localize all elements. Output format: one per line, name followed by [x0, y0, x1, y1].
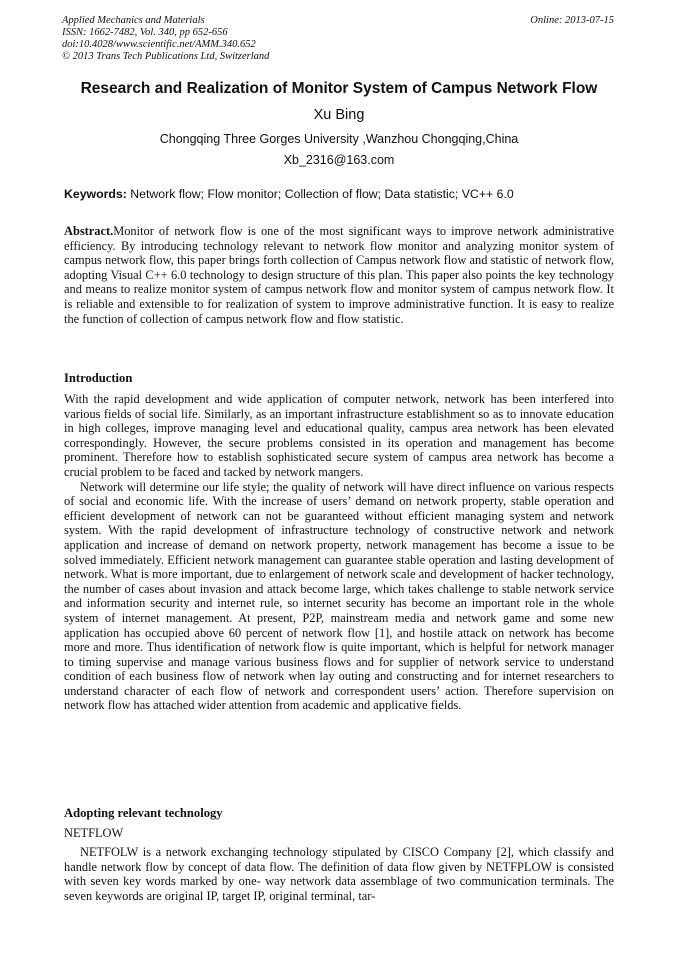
author-name: Xu Bing — [313, 107, 365, 123]
paper-title: Research and Realization of Monitor System of Campus Network Flow — [80, 80, 598, 97]
introduction-heading: Introduction — [64, 371, 133, 385]
online-date: Online: 2013-07-15 — [530, 15, 614, 26]
keywords-label: Keywords: — [64, 187, 127, 201]
introduction-body — [64, 392, 614, 713]
author-email: Xb_2316@163.com — [283, 153, 395, 167]
technology-heading: Adopting relevant technology — [64, 806, 223, 820]
affiliation: Chongqing Three Gorges University ,Wanzhou Chongqing,China — [159, 132, 519, 146]
technology-paragraph-1: NETFOLW is a network exchanging technology stipulated by CISCO Company [2], which classify and handle network flow by concept of data flow. The definition of data flow given by NETFPLOW is consisted with seven key words marked by one- way network data assemblage of two communication terminals. The seven keywords are original IP, target IP, original terminal, tar- — [64, 845, 614, 903]
keywords-text: Network flow; Flow monitor; Collection of flow; Data statistic; VC++ 6.0 — [126, 187, 514, 201]
introduction-paragraph-2: Network will determine our life style; the quality of network will have direct influence on various respects of social and economic life. With the increase of users’ demand on network property, stable operation and efficient development of network can not be guaranteed without efficient managing system and network system. With the rapid development of infrastructure technology of constructive network and network application and increase of demand on network property, network management has become a issue to be solved immediately. Efficient network management can guarantee stable operation and lasting development of network. What is more important, due to enlargement of network scale and development of hacker technology, the number of cases about invasion and attack become large, which takes challenge to stable network service and information security and internet rule, so internet security has become an important role in the whole system of internet management. At present, P2P, mainstream media and network game and some new application has occupied above 60 percent of network flow [1], and hostile attack on network has become more and more. Thus identification of network flow is quite important, which is helpful for network manager to timing supervise and manage various business flows and for supplier of network service to understand condition of each business flow of network when lay outing and constructing and for internet researchers to understand character of each flow of network and correspondent users’ action. Therefore supervision on network flow has attached wider attention from academic and applicative fields. — [64, 479, 614, 713]
abstract-text: Monitor of network flow is one of the most significant ways to improve network administrative efficiency. By introducing technology relevant to network flow monitor and analyzing monitor system of campus network flow, this paper brings forth collection of Campus network flow and statistic of network flow, adopting Visual C++ 6.0 technology to design structure of this plan. This paper also points the key technology and means to realize monitor system of campus network flow and monitor system of campus network flow. It is reliable and extensible to for realization of system to improve administrative function. It is easy to realize the function of collection of campus network flow and flow statistic. — [64, 224, 614, 326]
introduction-paragraph-1: With the rapid development and wide application of computer network, network has been interfered into various fields of social life. Similarly, as an important infrastructure establishment so as to innovate education in high colleges, improve managing level and educational quality, campus area network has been elevated correspondingly. However, the secure problems consisted in its operation and management has become prominent. Therefore how to establish sophisticated secure system of campus area network has become a crucial problem to be faced and tacked by network mangers. — [64, 392, 614, 479]
netflow-subheading: NETFLOW — [64, 826, 124, 840]
keywords — [64, 186, 614, 202]
journal-name: Applied Mechanics and Materials — [62, 15, 205, 26]
journal-meta — [62, 15, 269, 63]
abstract-label: Abstract. — [64, 224, 114, 238]
abstract — [64, 224, 614, 326]
doi-line: doi:10.4028/www.scientific.net/AMM.340.652 — [62, 39, 256, 50]
copyright-line: © 2013 Trans Tech Publications Ltd, Switzerland — [62, 51, 270, 62]
issn-line: ISSN: 1662-7482, Vol. 340, pp 652-656 — [62, 27, 228, 38]
technology-body — [64, 845, 614, 903]
